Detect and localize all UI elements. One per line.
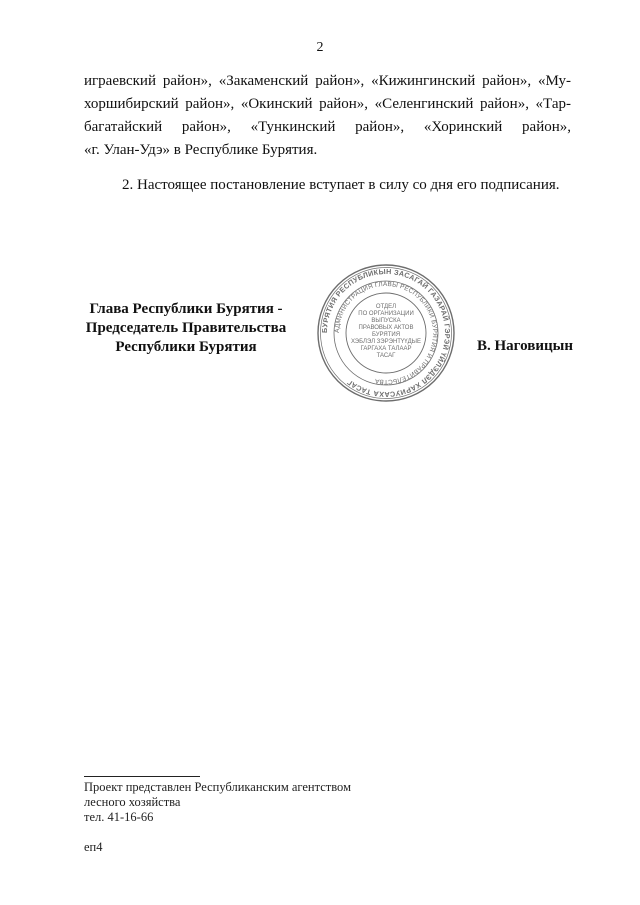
document-code: еп4 — [84, 840, 103, 854]
body-line-4: «г. Улан-Удэ» в Республике Бурятия. — [84, 142, 318, 158]
signer-name: В. Наговицын — [477, 338, 573, 354]
seal-center-line-3: ВЫПУСКА — [371, 318, 401, 324]
body-line-3: багатайский район», «Тункинский район», «Хоринский район», — [84, 119, 571, 135]
footnote-line-2: лесного хозяйства — [84, 795, 181, 809]
footnote-line-3: тел. 41-16-66 — [84, 810, 154, 824]
signatory-title-line-2: Председатель Правительства — [85, 320, 287, 336]
official-seal-graphic — [316, 263, 456, 403]
seal-center-line-5: БУРЯТИЯ — [371, 332, 401, 338]
official-seal — [316, 263, 456, 403]
seal-center-line-8: ТАСАГ — [376, 353, 396, 359]
seal-center-line-2: ПО ОРГАНИЗАЦИИ — [358, 311, 414, 317]
seal-center-line-6: ХЭБЛЭЛ ЗЭРЭНТҮҮДЫЕ — [350, 339, 422, 345]
seal-center-line-4: ПРАВОВЫХ АКТОВ — [358, 325, 414, 331]
body-line-1: играевский район», «Закаменский район», «Кижингинский район», «Му- — [84, 73, 571, 89]
signatory-title — [70, 300, 302, 357]
footnote-line-1: Проект представлен Республиканским агентством — [84, 780, 351, 794]
page-number: 2 — [316, 40, 324, 55]
signatory-title-line-3: Республики Бурятия — [115, 339, 257, 355]
paragraph-item-2: 2. Настоящее постановление вступает в силу со дня его подписания. — [122, 177, 560, 193]
seal-center-line-1: ОТДЕЛ — [375, 304, 397, 310]
signatory-title-line-1: Глава Республики Бурятия - — [89, 301, 283, 317]
footnote — [84, 780, 351, 825]
seal-outer-ring-text: БУРЯТИЯ РЕСПУБЛИКЫН ЗАСАГАЙ ГАЗАРАЙ ГЭРЭЙ ҮЙЛЭДЭЛ ХАРИУСАХА ТАСАГ — [319, 266, 453, 400]
seal-center-line-7: ГАРГАХА ТАЛААР — [360, 346, 412, 352]
body-line-2: хоршибирский район», «Окинский район», «Селенгинский район», «Тар- — [84, 96, 571, 112]
seal-inner-ring-text: АДМИНИСТРАЦИЯ ГЛАВЫ РЕСПУБЛИКИ БУРЯТИЯ И ПРАВИТЕЛЬСТВА — [333, 280, 439, 386]
footnote-divider — [84, 776, 200, 777]
